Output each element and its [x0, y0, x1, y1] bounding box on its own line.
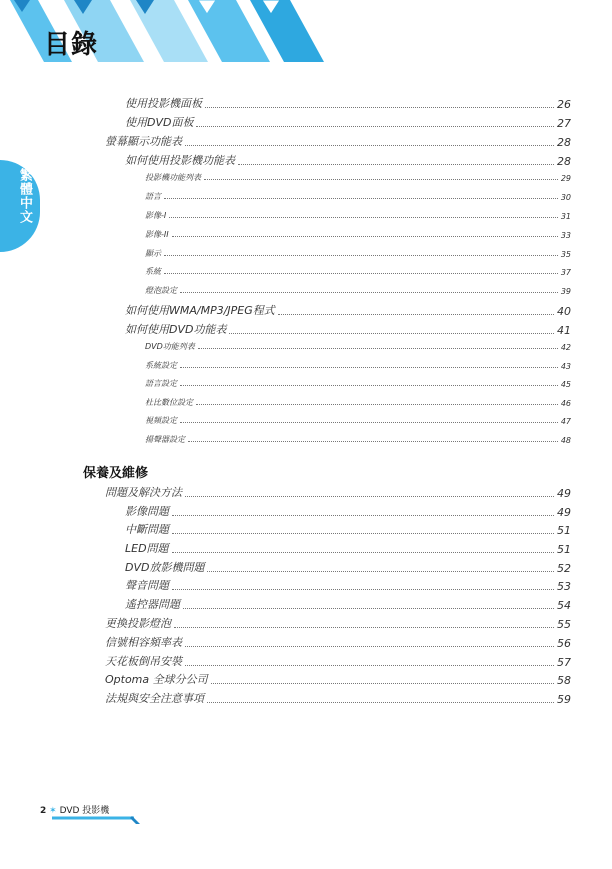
toc-entry-label: 杜比數位設定	[145, 398, 193, 407]
toc-entry-label: 使用DVD面板	[125, 116, 194, 129]
product-name: DVD 投影機	[59, 806, 110, 816]
toc-entry-label: 燈泡設定	[145, 286, 177, 295]
page-number: 2	[40, 806, 47, 816]
toc-entry-label: DVD放影機問題	[125, 561, 205, 574]
toc-entry[interactable]	[125, 302, 571, 318]
toc-entry[interactable]	[145, 360, 571, 371]
leader-dots	[169, 216, 558, 218]
toc-entry[interactable]	[125, 152, 571, 168]
toc-entry-label: 影像問題	[125, 505, 169, 518]
toc-entry[interactable]	[125, 540, 571, 556]
toc-entry-page: 45	[560, 380, 571, 389]
toc-entry[interactable]	[125, 114, 571, 130]
toc-entry[interactable]	[125, 559, 571, 575]
toc-entry[interactable]	[125, 596, 571, 612]
toc-entry-label: 揚聲器設定	[145, 435, 185, 444]
toc-entry-label: DVD功能列表	[145, 342, 195, 351]
section-heading: 保養及維修	[83, 466, 149, 481]
leader-dots	[196, 403, 558, 405]
toc-entry-page: 39	[560, 287, 571, 296]
toc-entry-page: 31	[560, 212, 571, 221]
toc-entry[interactable]	[145, 210, 571, 221]
leader-dots	[183, 607, 554, 609]
toc-entry-page: 53	[557, 580, 571, 593]
leader-dots	[188, 440, 558, 442]
leader-dots	[204, 178, 558, 180]
toc-entry-label: 如何使用WMA/MP3/JPEG程式	[125, 304, 275, 317]
toc-entry[interactable]	[125, 503, 571, 519]
toc-entry-label: 如何使用投影機功能表	[125, 154, 235, 167]
toc-entry-label: 螢幕顯示功能表	[105, 135, 182, 148]
leader-dots	[211, 682, 554, 684]
toc-entry-page: 43	[560, 362, 571, 371]
toc-entry-label: 天花板倒吊安裝	[105, 655, 182, 668]
toc-entry[interactable]	[145, 378, 571, 389]
toc-entry[interactable]	[145, 229, 571, 240]
leader-dots	[185, 645, 554, 647]
toc-entry-page: 28	[557, 155, 571, 168]
toc-entry-page: 29	[560, 174, 571, 183]
toc-entry-page: 37	[560, 268, 571, 277]
leader-dots	[164, 197, 558, 199]
toc-entry[interactable]	[125, 95, 571, 111]
toc-entry-label: 問題及解決方法	[105, 486, 182, 499]
leader-dots	[205, 106, 554, 108]
leader-dots	[207, 701, 554, 703]
leader-dots	[185, 664, 554, 666]
toc-entry[interactable]	[125, 321, 571, 337]
leader-dots	[185, 144, 554, 146]
toc-entry-page: 48	[560, 436, 571, 445]
toc-entry-page: 58	[557, 674, 571, 687]
toc-entry[interactable]	[145, 191, 571, 202]
toc-entry-label: Optoma 全球分公司	[105, 673, 208, 686]
toc-entry-label: 視頻設定	[145, 416, 177, 425]
toc-entry-label: LED問題	[125, 542, 169, 555]
toc-entry-page: 51	[557, 543, 571, 556]
toc-entry-page: 41	[557, 324, 571, 337]
toc-entry[interactable]	[145, 172, 571, 183]
toc-entry-page: 30	[560, 193, 571, 202]
leader-dots	[238, 163, 554, 165]
leader-dots	[196, 125, 554, 127]
toc-entry[interactable]	[105, 671, 571, 687]
page-footer	[40, 803, 109, 816]
toc-entry[interactable]	[105, 484, 571, 500]
toc-entry-label: 如何使用DVD功能表	[125, 323, 227, 336]
toc-entry[interactable]	[105, 615, 571, 631]
toc-entry-label: 法規與安全注意事項	[105, 692, 204, 705]
toc-entry[interactable]	[105, 690, 571, 706]
toc-entry-page: 28	[557, 136, 571, 149]
toc-entry-page: 56	[557, 637, 571, 650]
toc-entry[interactable]	[145, 397, 571, 408]
leader-dots	[164, 254, 558, 256]
toc-entry[interactable]	[105, 133, 571, 149]
toc-entry-label: 系統	[145, 267, 161, 276]
toc-entry[interactable]	[145, 341, 571, 352]
leader-dots	[180, 291, 558, 293]
footer-accent-line	[52, 816, 142, 826]
toc-entry-page: 47	[560, 417, 571, 426]
leader-dots	[172, 551, 554, 553]
leader-dots	[164, 272, 558, 274]
toc-entry-page: 49	[557, 487, 571, 500]
language-side-tab-label: 繁體中文	[17, 168, 32, 224]
toc-entry-page: 40	[557, 305, 571, 318]
toc-entry-label: 聲音問題	[125, 579, 169, 592]
leader-dots	[229, 332, 554, 334]
leader-dots	[174, 626, 554, 628]
leader-dots	[172, 235, 558, 237]
page-title: 目錄	[44, 30, 99, 60]
toc-entry-page: 49	[557, 506, 571, 519]
toc-entry-page: 55	[557, 618, 571, 631]
toc-entry-label: 影像-I	[145, 211, 167, 220]
toc-entry-label: 中斷問題	[125, 523, 169, 536]
footer-bullet-icon: ✶	[49, 806, 57, 816]
toc-entry-label: 語言設定	[145, 379, 177, 388]
toc-entry-label: 顯示	[145, 249, 161, 258]
toc-entry[interactable]	[105, 653, 571, 669]
leader-dots	[180, 421, 558, 423]
toc-entry-label: 系統設定	[145, 361, 177, 370]
leader-dots	[180, 366, 558, 368]
toc-entry[interactable]	[145, 248, 571, 259]
toc-entry[interactable]	[105, 634, 571, 650]
toc-entry[interactable]	[145, 434, 571, 445]
leader-dots	[172, 514, 554, 516]
toc-entry-label: 更換投影燈泡	[105, 617, 171, 630]
toc-entry-page: 26	[557, 98, 571, 111]
toc-entry-page: 59	[557, 693, 571, 706]
leader-dots	[172, 532, 554, 534]
toc-entry-label: 信號相容頻率表	[105, 636, 182, 649]
toc-entry[interactable]	[125, 521, 571, 537]
toc-entry-page: 57	[557, 656, 571, 669]
leader-dots	[172, 588, 554, 590]
leader-dots	[180, 384, 558, 386]
leader-dots	[207, 570, 554, 572]
leader-dots	[198, 347, 558, 349]
toc-entry-label: 影像-II	[145, 230, 169, 239]
toc-entry[interactable]	[125, 577, 571, 593]
toc-entry[interactable]	[145, 266, 571, 277]
toc-entry-page: 46	[560, 399, 571, 408]
toc-entry-page: 35	[560, 250, 571, 259]
toc-entry[interactable]	[145, 285, 571, 296]
leader-dots	[278, 313, 554, 315]
toc-entry-page: 33	[560, 231, 571, 240]
toc-entry-label: 遙控器問題	[125, 598, 180, 611]
toc-entry-page: 54	[557, 599, 571, 612]
toc-entry[interactable]	[145, 415, 571, 426]
leader-dots	[185, 495, 554, 497]
toc-entry-label: 投影機功能列表	[145, 173, 201, 182]
toc-entry-page: 42	[560, 343, 571, 352]
toc-entry-page: 27	[557, 117, 571, 130]
toc-entry-page: 51	[557, 524, 571, 537]
toc-entry-label: 使用投影機面板	[125, 97, 202, 110]
toc-entry-page: 52	[557, 562, 571, 575]
toc-entry-label: 語言	[145, 192, 161, 201]
